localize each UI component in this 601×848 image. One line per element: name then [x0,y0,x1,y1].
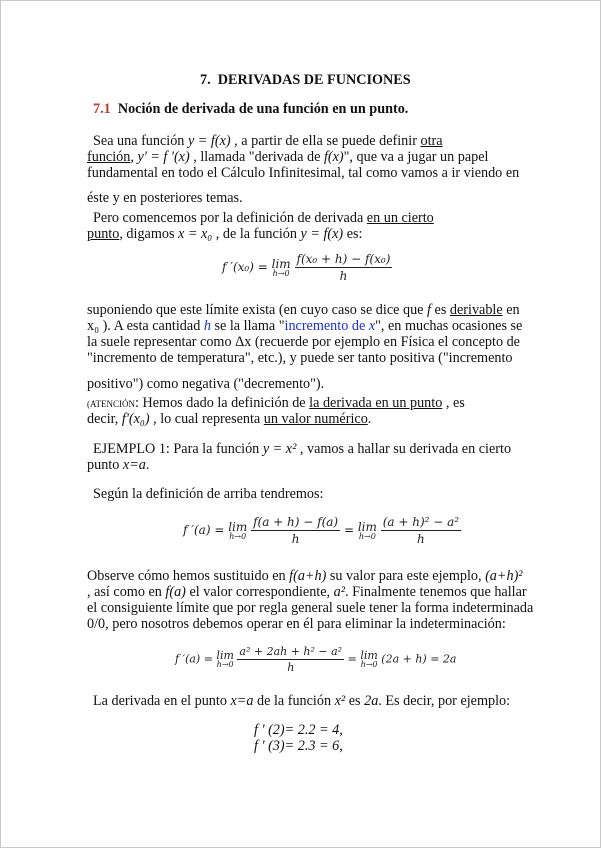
equals: = [343,523,354,537]
underlined-text: en un cierto [366,210,434,226]
p1-line3: fundamental en todo el Cálculo Infinitesimal, tal como vamos a ir viendo en [87,165,520,181]
value-line-2: f ' (3)= 2.3 = 6, [254,738,343,754]
limit [360,650,377,669]
text: x₀ ). A esta cantidad [87,318,204,334]
text: es: [343,226,363,242]
p3-line4: "incremento de temperatura", etc.), y puede ser tanto positiva ("incremento [87,350,513,366]
p3-line5: positivo") como negativa ("decremento"). [87,376,325,392]
math-inline: x [368,318,376,334]
p3-line3: la suele representar como Δx (recuerde por ejemplo en Física el concepto de [87,334,520,350]
math-inline: y' = f '(x) [137,149,190,165]
text: . [367,411,372,427]
math-inline: h [203,318,211,334]
p5-line [93,693,510,710]
lim-text: lim [228,519,248,534]
p2-line2 [87,226,362,243]
value-line-1: f ' (2)= 2.2 = 4, [254,722,343,738]
math-inline: f [427,302,431,318]
text: en [502,302,520,318]
highlighted-term: incremento de [284,318,369,334]
example-line1 [93,441,511,458]
text: EJEMPLO 1: Para la función [93,441,263,457]
numerator: f(a + h) − f(a) [253,515,339,529]
lim-subscript: h→0 [358,531,376,541]
denominator: h [287,661,295,674]
formula-example-limit [183,515,461,546]
fraction [381,515,461,546]
p4-line3: el consiguiente límite que por regla general suele tener la forma indeterminada [87,600,534,616]
formula-lhs: f ′(a) = [183,523,225,537]
text: ", que va a jugar un papel [343,149,489,165]
math-inline: x = x₀ [178,226,213,242]
text: Sea una función [93,133,188,149]
chapter-title [200,72,411,89]
p3-line1 [87,302,520,319]
example-line2 [87,457,149,474]
note-line2 [87,411,371,428]
math-inline: f(x) [323,149,344,165]
limit [272,258,291,278]
math-inline: x=a [122,457,146,473]
lim-text: lim [360,649,378,662]
text: . Finalmente tenemos que hallar [345,584,527,600]
text: : Hemos dado la definición de [135,395,310,411]
math-inline: (a+h)² [485,568,523,584]
lim-subscript: h→0 [360,660,378,669]
math-inline: 2a [364,693,379,709]
text: , así como en [87,584,166,600]
text: , lo cual representa [149,411,264,427]
text: decir, [87,411,122,427]
denominator: h [417,532,425,546]
text: . [145,457,150,473]
text: Observe cómo hemos sustituido en [87,568,290,584]
p1-line2 [87,149,489,166]
numerator: (a + h)² − a² [382,515,460,529]
limit [216,650,233,669]
math-inline: a² [333,584,345,600]
lim-text: lim [271,256,291,271]
section-heading [93,101,408,118]
formula-rhs: (2a + h) = 2a [381,652,457,666]
fraction [295,252,393,283]
text: Pero comencemos por la definición de derivada [93,210,367,226]
denominator: h [339,269,348,283]
math-inline: x=a [230,693,254,709]
formula-lhs: f ′(x₀) = [222,260,268,274]
underlined-text: un valor numérico [263,411,368,427]
lim-text: lim [357,519,377,534]
text: , llamada "derivada de [189,149,324,165]
text: es [345,693,365,709]
underlined-text: la derivada en un punto [309,395,443,411]
text: , digamos [119,226,179,242]
text: su valor para este ejemplo, [326,568,486,584]
math-inline: x² [334,693,346,709]
formula-lhs: f ′(a) = [175,652,213,666]
p4-line4: 0/0, pero nosotros debemos operar en él para eliminar la indeterminación: [87,616,506,632]
text: , es [442,395,465,411]
formula-derivative-definition [222,252,392,283]
fraction [237,645,344,674]
text: se la llama " [210,318,285,334]
math-inline: y = f(x) [300,226,344,242]
p3-line2 [87,318,522,335]
text: punto [87,457,123,473]
lim-subscript: h→0 [272,268,290,278]
math-inline: f'(x₀) [121,411,150,427]
limit [228,521,247,541]
p1-line1 [93,133,443,150]
math-inline: f(a+h) [289,568,327,584]
underlined-text: función [87,149,131,165]
text: , de la función [212,226,301,242]
chapter-title-text: DERIVADAS DE FUNCIONES [217,72,411,88]
lim-subscript: h→0 [229,531,247,541]
formula-example-result [175,645,456,674]
p4-line2 [87,584,527,601]
example-line3: Según la definición de arriba tendremos: [93,486,324,502]
underlined-text: derivable [449,302,503,318]
math-inline: f(a) [165,584,186,600]
fraction [251,515,340,546]
numerator: a² + 2ah + h² − a² [239,645,343,658]
p2-line1 [93,210,434,227]
numerator: f(x₀ + h) − f(x₀) [296,252,391,266]
text: ", en muchas ocasiones se [375,318,523,334]
section-title: Noción de derivada de una función en un punto. [117,101,409,117]
lim-subscript: h→0 [216,660,234,669]
section-number: 7.1 [93,101,111,117]
text: , [130,149,138,165]
p4-line1 [87,568,523,585]
text: de la función [253,693,335,709]
math-inline: y = f(x) [187,133,231,149]
text: es [430,302,450,318]
text: , vamos a hallar su derivada en cierto [296,441,512,457]
math-inline: y = x² [262,441,297,457]
note-tag: (ATENCIÓN [87,399,135,409]
chapter-number: 7. [200,72,211,88]
lim-text: lim [216,649,234,662]
text: suponiendo que este límite exista (en cuyo caso se dice que [87,302,428,318]
p1-line4: éste y en posteriores temas. [87,190,243,206]
text: , a partir de ella se puede definir [230,133,421,149]
text: . Es decir, por ejemplo: [378,693,511,709]
denominator: h [291,532,300,546]
equals: = [347,652,357,666]
text: La derivada en el punto [93,693,231,709]
limit [358,521,377,541]
underlined-text: punto [87,226,120,242]
text: el valor correspondiente, [185,584,334,600]
underlined-text: otra [420,133,443,149]
